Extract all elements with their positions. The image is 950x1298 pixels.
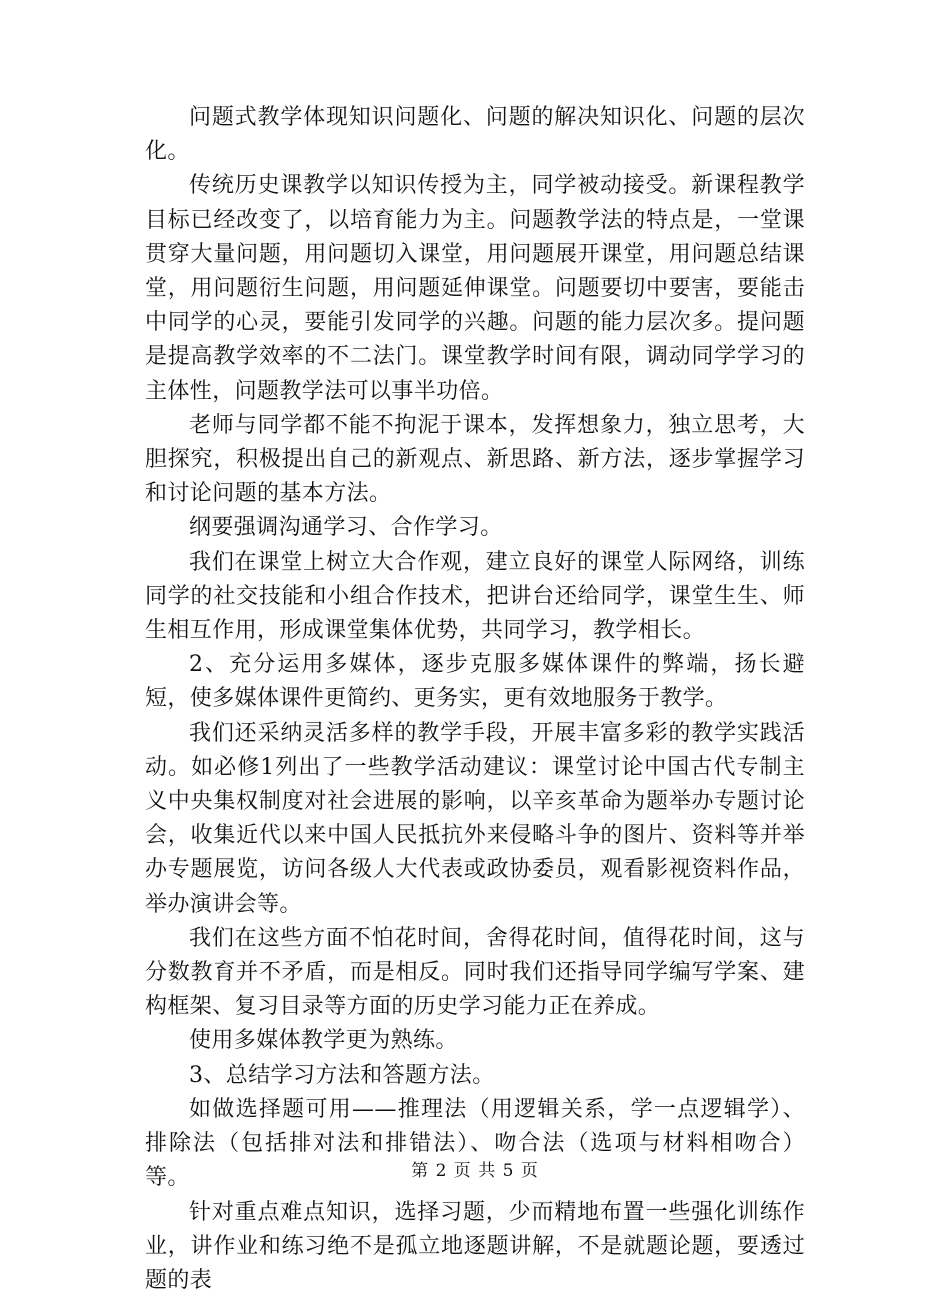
paragraph-4: 纲要强调沟通学习、合作学习。 — [145, 511, 805, 545]
paragraph-12: 针对重点难点知识，选择习题，少而精地布置一些强化训练作业，讲作业和练习绝不是孤立地逐题讲解，不是就题论题，要透过题的表 — [145, 1196, 805, 1298]
paragraph-6: 2、充分运用多媒体，逐步克服多媒体课件的弊端，扬长避短，使多媒体课件更简约、更务实，更有效地服务于教学。 — [145, 648, 805, 716]
paragraph-10: 3、总结学习方法和答题方法。 — [145, 1059, 805, 1093]
paragraph-7: 我们还采纳灵活多样的教学手段，开展丰富多彩的教学实践活动。如必修1列出了一些教学活动建议：课堂讨论中国古代专制主义中央集权制度对社会进展的影响，以辛亥革命为题举办专题讨论会，收集近代以来中国人民抵抗外来侵略斗争的图片、资料等并举办专题展览，访问各级人大代表或政协委员，观看影视资料作品，举办演讲会等。 — [145, 717, 805, 922]
paragraph-1: 问题式教学体现知识问题化、问题的解决知识化、问题的层次化。 — [145, 101, 805, 169]
paragraph-3: 老师与同学都不能不拘泥于课本，发挥想象力，独立思考，大胆探究，积极提出自己的新观点、新思路、新方法，逐步掌握学习和讨论问题的基本方法。 — [145, 409, 805, 512]
paragraph-11: 如做选择题可用——推理法（用逻辑关系，学一点逻辑学）、排除法（包括排对法和排错法）、吻合法（选项与材料相吻合）等。 — [145, 1093, 805, 1196]
document-body — [145, 101, 805, 1298]
paragraph-2: 传统历史课教学以知识传授为主，同学被动接受。新课程教学目标已经改变了，以培育能力为主。问题教学法的特点是，一堂课贯穿大量问题，用问题切入课堂，用问题展开课堂，用问题总结课堂，用问题衍生问题，用问题延伸课堂。问题要切中要害，要能击中同学的心灵，要能引发同学的兴趣。问题的能力层次多。提问题是提高教学效率的不二法门。课堂教学时间有限，调动同学学习的主体性，问题教学法可以事半功倍。 — [145, 169, 805, 408]
page-footer: 第 2 页 共 5 页 — [0, 1156, 950, 1181]
paragraph-9: 使用多媒体教学更为熟练。 — [145, 1024, 805, 1058]
paragraph-8: 我们在这些方面不怕花时间，舍得花时间，值得花时间，这与分数教育并不矛盾，而是相反。同时我们还指导同学编写学案、建构框架、复习目录等方面的历史学习能力正在养成。 — [145, 922, 805, 1025]
paragraph-5: 我们在课堂上树立大合作观，建立良好的课堂人际网络，训练同学的社交技能和小组合作技术，把讲台还给同学，课堂生生、师生相互作用，形成课堂集体优势，共同学习，教学相长。 — [145, 546, 805, 649]
